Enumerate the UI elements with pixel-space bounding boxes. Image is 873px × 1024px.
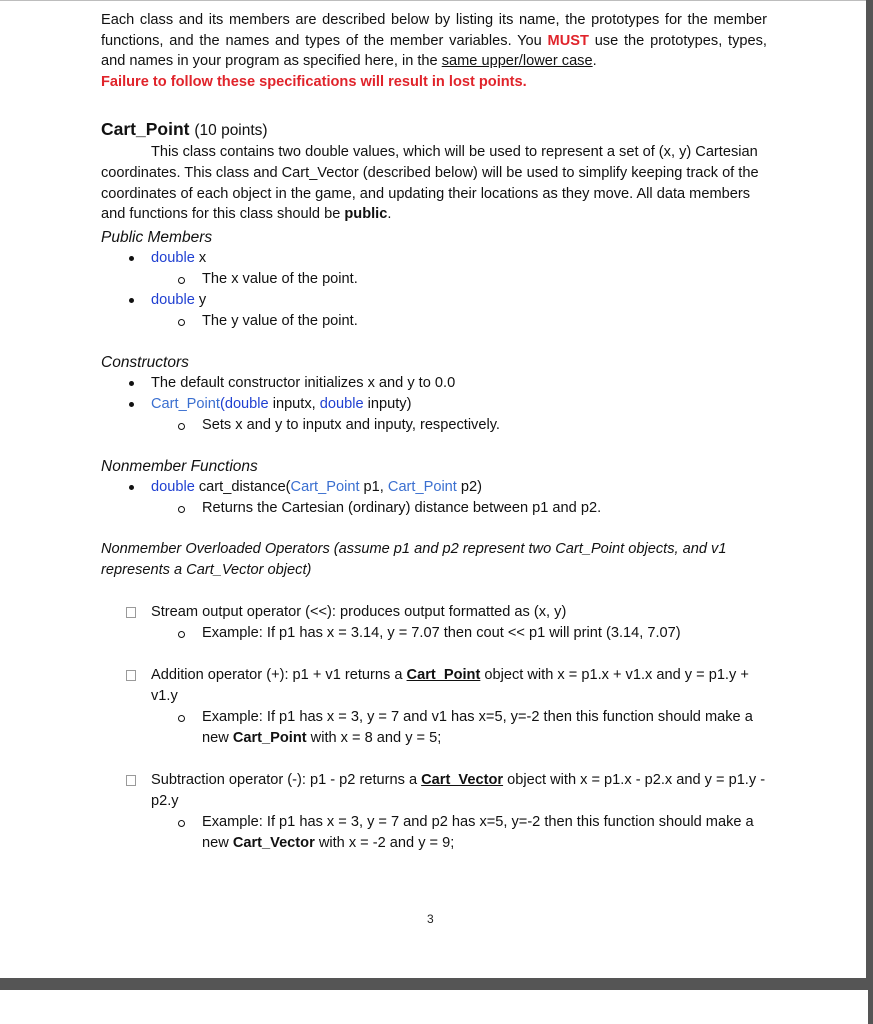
class-description: [101, 142, 767, 225]
operators-list: [101, 602, 767, 854]
list-item: [151, 812, 767, 854]
circle-bullet-icon: [178, 631, 185, 638]
intro-text-3: .: [592, 53, 597, 69]
function-desc: Returns the Cartesian (ordinary) distance between p1 and p2.: [202, 500, 602, 517]
class-heading: [101, 119, 767, 140]
list-item: [151, 498, 767, 519]
stream-example: Example: If p1 has x = 3.14, y = 7.07 then cout << p1 will print (3.14, 7.07): [202, 625, 681, 642]
member-desc: The y value of the point.: [202, 313, 358, 330]
public-members-list: [101, 248, 767, 332]
underlined-phrase: same upper/lower case: [441, 53, 593, 69]
list-item: [101, 770, 767, 854]
bullet-icon: [129, 381, 134, 386]
checkbox-icon: [126, 670, 136, 681]
member-desc: The x value of the point.: [202, 271, 358, 288]
public-members-heading: Public Members: [101, 229, 213, 247]
param-name: p1,: [359, 479, 388, 496]
list-item: [151, 415, 767, 436]
circle-bullet-icon: [178, 277, 185, 284]
list-item: [101, 665, 767, 749]
constructors-list: [101, 373, 767, 436]
class-desc-end: .: [387, 206, 392, 223]
sub-operator-text-2: object with x = p1.x - p2.x and y = p1.y - p2.y: [151, 772, 766, 810]
intro-text-2: use the prototypes, types, and names in your program as specified here, in the: [101, 32, 767, 69]
member-name: x: [194, 250, 207, 267]
list-item: Cart_Point(double inputx, double inputy) Sets x and y to inputx and inputy, respectively.: [101, 394, 767, 436]
page-content: [101, 10, 767, 854]
add-operator-text: Addition operator (+): p1 + v1 returns a: [151, 667, 407, 684]
viewer-gutter-bottom: [0, 978, 873, 990]
checkbox-icon: [126, 775, 136, 786]
return-type: double: [151, 479, 195, 496]
list-item: [101, 602, 767, 644]
function-name: cart_distance(: [194, 479, 291, 496]
list-item: [151, 707, 767, 749]
default-constructor-text: The default constructor initializes x and y to 0.0: [151, 375, 456, 392]
operators-heading: Nonmember Overloaded Operators (assume p1 and p2 represent two Cart_Point objects, and v1 represents a Cart_Vector object): [101, 541, 727, 579]
ctor-param-type: double: [224, 396, 269, 413]
ctor-param-name: inputx,: [268, 396, 320, 413]
list-item: [151, 269, 767, 290]
add-example-end: with x = 8 and y = 5;: [306, 730, 442, 747]
sub-operator-text: Subtraction operator (-): p1 - p2 returns a: [151, 772, 422, 789]
sub-return-type: Cart_Vector: [421, 772, 504, 789]
constructors-heading: Constructors: [101, 354, 189, 372]
warning-text: Failure to follow these specifications will result in lost points.: [101, 73, 527, 90]
add-return-type: Cart_Point: [406, 667, 481, 684]
stream-operator-text: Stream output operator (<<): produces output formatted as (x, y): [151, 604, 567, 621]
checkbox-icon: [126, 607, 136, 618]
member-name: y: [194, 292, 207, 309]
ctor-name: Cart_Point: [151, 396, 220, 413]
sub-example: Example: If p1 has x = 3, y = 7 and p2 has x=5, y=-2 then this function should make a new: [202, 814, 754, 852]
add-example: Example: If p1 has x = 3, y = 7 and v1 has x=5, y=-2 then this function should make a new: [202, 709, 753, 747]
circle-bullet-icon: [178, 715, 185, 722]
list-item: [151, 623, 767, 644]
bullet-icon: [129, 402, 134, 407]
member-type: double: [151, 292, 195, 309]
param-type: Cart_Point: [290, 479, 360, 496]
class-desc-text: This class contains two double values, which will be used to represent a set of (x, y) Cartesian coordinates. This class and Cart_Vector (described below) will be used to simplify keeping track of the coordinates of each object in the game, and updating their locations as they move. All data members and functions for this class should be: [101, 144, 759, 223]
circle-bullet-icon: [178, 506, 185, 513]
circle-bullet-icon: [178, 319, 185, 326]
list-item: [101, 373, 767, 394]
sub-example-type: Cart_Vector: [232, 835, 315, 852]
intro-paragraph: [101, 10, 767, 92]
param-name: p2): [456, 479, 483, 496]
bullet-icon: [129, 298, 134, 303]
param-type: Cart_Point: [387, 479, 457, 496]
sub-example-end: with x = -2 and y = 9;: [314, 835, 455, 852]
intro-text: Each class and its members are described below by listing its name, the prototypes for the member functions, and the names and types of the member variables. You: [101, 12, 767, 49]
circle-bullet-icon: [178, 423, 185, 430]
must-emphasis: MUST: [547, 32, 589, 49]
member-type: double: [151, 250, 195, 267]
ctor-desc: Sets x and y to inputx and inputy, respectively.: [202, 417, 500, 434]
public-keyword: public: [344, 206, 388, 223]
bullet-icon: [129, 485, 134, 490]
page-number: 3: [427, 912, 434, 926]
nonmember-functions-heading: Nonmember Functions: [101, 458, 258, 476]
add-operator-text-2: object with x = p1.x + v1.x and y = p1.y + v1.y: [151, 667, 749, 705]
bullet-icon: [129, 256, 134, 261]
list-item: [101, 290, 767, 332]
list-item: [101, 477, 767, 519]
ctor-param-name: inputy): [363, 396, 412, 413]
add-example-type: Cart_Point: [232, 730, 307, 747]
next-page-edge: [0, 990, 868, 1024]
class-points: (10 points): [194, 122, 268, 139]
nonmember-functions-list: [101, 477, 767, 519]
list-item: [101, 248, 767, 290]
circle-bullet-icon: [178, 820, 185, 827]
class-name: Cart_Point: [101, 119, 190, 139]
ctor-param-type: double: [319, 396, 364, 413]
viewer-gutter-right-lower: [868, 990, 873, 1024]
viewer-gutter-right: [866, 0, 873, 990]
list-item: [151, 311, 767, 332]
